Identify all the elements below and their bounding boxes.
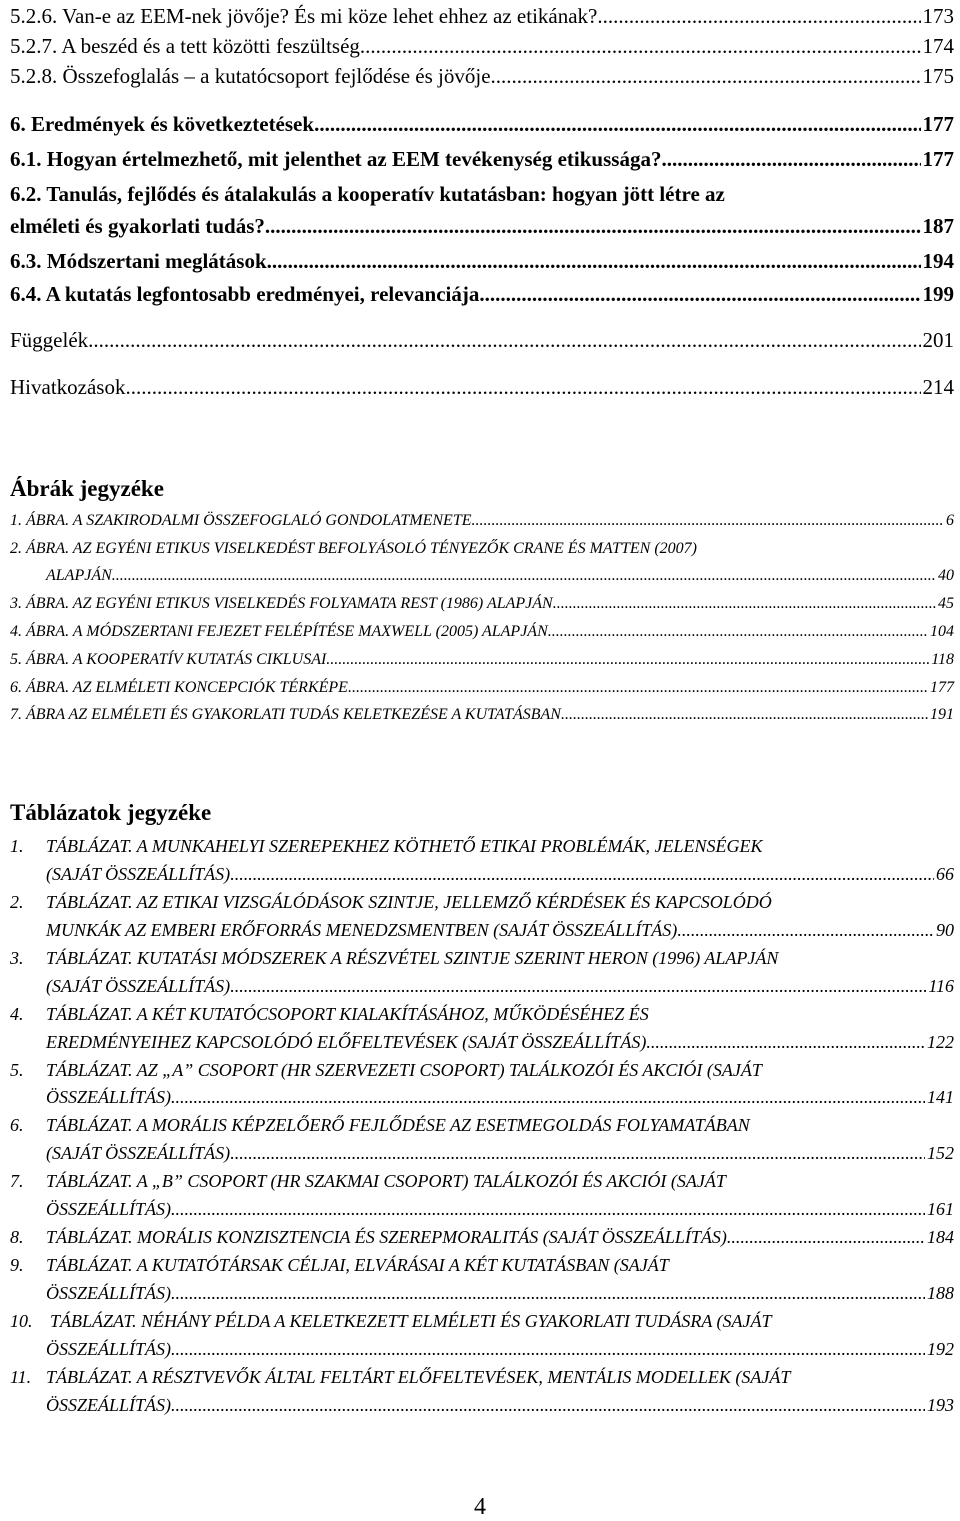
toc-entry-page: 177 [922,112,954,136]
figure-entry[interactable] [10,651,954,673]
toc-entry-title: 6. Eredmények és következtetések [10,112,315,136]
table-entry-title: ÖSSZEÁLLÍTÁS) [46,1395,172,1415]
table-entry-title: (SAJÁT ÖSSZEÁLLÍTÁS) [46,864,231,884]
figures-heading: Ábrák jegyzéke [10,476,164,501]
toc-entry-page: 199 [922,282,954,306]
table-entry-title: (SAJÁT ÖSSZEÁLLÍTÁS) [46,1143,231,1163]
toc-entry-title: elméleti és gyakorlati tudás? [10,214,265,238]
table-entry[interactable] [46,1143,954,1167]
table-entry-title-line1[interactable]: TÁBLÁZAT. A RÉSZTVEVŐK ÁLTAL FELTÁRT ELŐFELTEVÉSEK, MENTÁLIS MODELLEK (SAJÁT [46,1367,791,1387]
figure-entry-page: 177 [930,679,954,696]
toc-entry-page: 187 [922,214,954,238]
figure-entry-title: 3. ÁBRA. AZ EGYÉNI ETIKUS VISELKEDÉS FOLYAMATA REST (1986) ALAPJÁN [10,595,553,612]
figure-entry-page: 40 [938,567,954,584]
figure-entry[interactable] [10,706,954,728]
figure-entry-page: 191 [930,706,954,723]
table-entry-title-line1[interactable]: TÁBLÁZAT. A „B” CSOPORT (HR SZAKMAI CSOPORT) TALÁLKOZÓI ÉS AKCIÓI (SAJÁT [46,1171,726,1191]
table-entry[interactable] [46,920,954,944]
toc-entry-page: 214 [922,375,954,399]
table-entry-number: 3. [10,948,24,968]
table-entry-number: 11. [10,1367,32,1387]
table-entry-title: ÖSSZEÁLLÍTÁS) [46,1199,172,1219]
toc-entry[interactable] [10,375,954,403]
toc-entry-title: 5.2.7. A beszéd és a tett közötti feszültség [10,34,360,58]
table-entry-title-line1[interactable]: TÁBLÁZAT. A MUNKAHELYI SZEREPEKHEZ KÖTHETŐ ETIKAI PROBLÉMÁK, JELENSÉGEK [46,836,763,856]
table-entry-page: 66 [936,864,954,884]
table-entry[interactable] [46,1227,954,1251]
toc-entry-title: Függelék [10,328,89,352]
table-entry-page: 152 [927,1143,954,1163]
table-entry-page: 192 [927,1339,954,1359]
figure-entry-page: 118 [931,651,954,668]
table-entry-title-line1[interactable]: TÁBLÁZAT. KUTATÁSI MÓDSZEREK A RÉSZVÉTEL SZINTJE SZERINT HERON (1996) ALAPJÁN [46,948,779,968]
figure-entry-title: 1. ÁBRA. A SZAKIRODALMI ÖSSZEFOGLALÓ GONDOLATMENETE [10,512,472,529]
toc-entry-title: 6.1. Hogyan értelmezhető, mit jelenthet az EEM tevékenység etikussága? [10,147,662,171]
toc-entry[interactable] [10,147,954,175]
figure-entry[interactable] [46,567,954,589]
toc-entry[interactable] [10,4,954,32]
table-entry-number: 4. [10,1004,24,1024]
toc-entry[interactable] [10,328,954,356]
toc-entry-title: 5.2.6. Van-e az EEM-nek jövője? És mi köze lehet ehhez az etikának? [10,4,598,28]
table-entry-number: 6. [10,1115,24,1135]
toc-entry-title: 6.3. Módszertani meglátások [10,249,267,273]
table-entry-number: 2. [10,892,24,912]
figure-entry-title: 7. ÁBRA AZ ELMÉLETI ÉS GYAKORLATI TUDÁS KELETKEZÉSE A KUTATÁSBAN [10,706,561,723]
table-entry-number: 5. [10,1060,24,1080]
figure-entry[interactable] [10,595,954,617]
table-entry-title: ÖSSZEÁLLÍTÁS) [46,1339,172,1359]
table-entry-title-line1[interactable]: TÁBLÁZAT. AZ ETIKAI VIZSGÁLÓDÁSOK SZINTJE, JELLEMZŐ KÉRDÉSEK ÉS KAPCSOLÓDÓ [46,892,772,912]
table-entry-page: 90 [936,920,954,940]
table-entry-page: 141 [927,1087,954,1107]
toc-entry-page: 174 [922,34,954,58]
table-entry[interactable] [46,1339,954,1363]
table-entry-page: 122 [927,1032,954,1052]
figure-entry-page: 45 [938,595,954,612]
figure-entry-title: 5. ÁBRA. A KOOPERATÍV KUTATÁS CIKLUSAI [10,651,327,668]
table-entry-title: MUNKÁK AZ EMBERI ERŐFORRÁS MENEDZSMENTBEN (SAJÁT ÖSSZEÁLLÍTÁS) [46,920,678,940]
figure-entry[interactable] [10,512,954,534]
toc-entry[interactable] [10,282,954,310]
table-entry[interactable] [46,864,954,888]
table-entry-number: 9. [10,1255,24,1275]
table-entry-number: 8. [10,1227,24,1247]
figure-entry-title-line1[interactable]: 2. ÁBRA. AZ EGYÉNI ETIKUS VISELKEDÉST BEFOLYÁSOLÓ TÉNYEZŐK CRANE ÉS MATTEN (2007) [10,540,697,557]
table-entry-number: 7. [10,1171,24,1191]
toc-entry-title: 6.4. A kutatás legfontosabb eredményei, relevanciája [10,282,480,306]
table-entry-page: 161 [927,1199,954,1219]
table-entry-title-line1[interactable]: TÁBLÁZAT. A KÉT KUTATÓCSOPORT KIALAKÍTÁSÁHOZ, MŰKÖDÉSÉHEZ ÉS [46,1004,649,1024]
figure-entry-page: 6 [946,512,954,529]
figure-entry[interactable] [10,679,954,701]
toc-entry[interactable] [10,249,954,277]
toc-entry-title: 5.2.8. Összefoglalás – a kutatócsoport fejlődése és jövője [10,64,491,88]
page-number: 4 [474,1494,486,1520]
toc-entry[interactable] [10,214,954,242]
table-entry-title-line1[interactable]: TÁBLÁZAT. A MORÁLIS KÉPZELŐERŐ FEJLŐDÉSE AZ ESETMEGOLDÁS FOLYAMATÁBAN [46,1115,750,1135]
toc-entry-page: 201 [922,328,954,352]
toc-entry-page: 173 [922,4,954,28]
table-entry-title: EREDMÉNYEIHEZ KAPCSOLÓDÓ ELŐFELTEVÉSEK (SAJÁT ÖSSZEÁLLÍTÁS) [46,1032,647,1052]
toc-entry-page: 177 [922,147,954,171]
table-entry-title-line1[interactable]: TÁBLÁZAT. AZ „A” CSOPORT (HR SZERVEZETI CSOPORT) TALÁLKOZÓI ÉS AKCIÓI (SAJÁT [46,1060,762,1080]
table-entry-title-line1[interactable]: TÁBLÁZAT. NÉHÁNY PÉLDA A KELETKEZETT ELMÉLETI ÉS GYAKORLATI TUDÁSRA (SAJÁT [50,1311,772,1331]
toc-entry[interactable] [10,34,954,62]
table-entry-title-line1[interactable]: TÁBLÁZAT. A KUTATÓTÁRSAK CÉLJAI, ELVÁRÁSAI A KÉT KUTATÁSBAN (SAJÁT [46,1255,669,1275]
table-entry[interactable] [46,1283,954,1307]
toc-entry[interactable] [10,112,954,140]
table-entry-title: TÁBLÁZAT. MORÁLIS KONZISZTENCIA ÉS SZEREPMORALITÁS (SAJÁT ÖSSZEÁLLÍTÁS) [46,1227,727,1247]
table-entry[interactable] [46,1087,954,1111]
table-entry[interactable] [46,1395,954,1419]
table-entry-page: 116 [928,976,954,996]
table-entry-page: 188 [927,1283,954,1303]
table-entry[interactable] [46,976,954,1000]
toc-entry-title: Hivatkozások [10,375,126,399]
tables-heading: Táblázatok jegyzéke [10,800,212,825]
figure-entry-title: 6. ÁBRA. AZ ELMÉLETI KONCEPCIÓK TÉRKÉPE [10,679,348,696]
figure-entry-title: ALAPJÁN [46,567,112,584]
table-entry-title: ÖSSZEÁLLÍTÁS) [46,1087,172,1107]
table-entry-page: 193 [927,1395,954,1415]
figure-entry[interactable] [10,623,954,645]
table-entry[interactable] [46,1032,954,1056]
table-entry-number: 10. [10,1311,33,1331]
toc-entry-title-line1[interactable]: 6.2. Tanulás, fejlődés és átalakulás a kooperatív kutatásban: hogyan jött létre az [10,182,725,206]
figure-entry-page: 104 [930,623,954,640]
toc-entry-page: 175 [922,64,954,88]
table-entry-page: 184 [927,1227,954,1247]
table-entry-title: (SAJÁT ÖSSZEÁLLÍTÁS) [46,976,231,996]
table-entry[interactable] [46,1199,954,1223]
toc-entry[interactable] [10,64,954,92]
table-entry-title: ÖSSZEÁLLÍTÁS) [46,1283,172,1303]
figure-entry-title: 4. ÁBRA. A MÓDSZERTANI FEJEZET FELÉPÍTÉSE MAXWELL (2005) ALAPJÁN [10,623,548,640]
toc-entry-page: 194 [922,249,954,273]
table-entry-number: 1. [10,836,24,856]
